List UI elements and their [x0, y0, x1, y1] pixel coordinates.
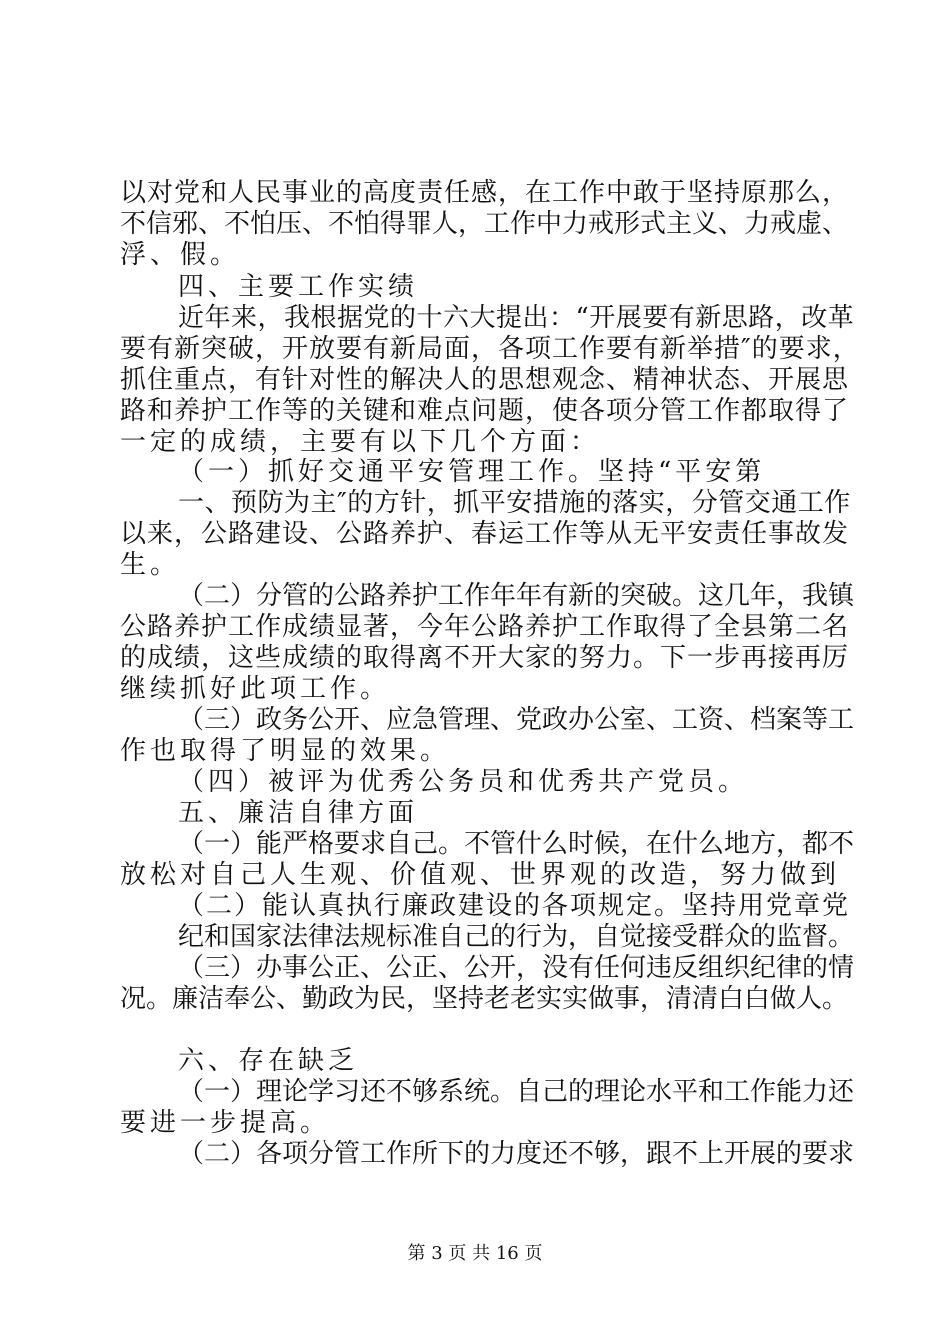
body-line: 不信邪、不怕压、不怕得罪人，工作中力戒形式主义、力戒虚、	[120, 209, 849, 239]
body-line: 作也取得了明显的效果。	[120, 736, 451, 766]
page-number-footer: 第 3 页 共 16 页	[407, 1243, 543, 1264]
body-line: 要有新突破，开放要有新局面，各项工作要有新举措″的要求，	[120, 334, 860, 364]
body-line: （二）各项分管工作所下的力度还不够，跟不上开展的要求	[178, 1139, 855, 1169]
body-line: 况。廉洁奉公、勤政为民，坚持老老实实做事，清清白白做人。	[120, 984, 849, 1014]
body-line: 继续抓好此项工作。	[120, 674, 391, 704]
body-line: （一）抓好交通平安管理工作。坚持“平安第	[178, 457, 766, 487]
body-line: 的成绩，这些成绩的取得离不开大家的努力。下一步再接再厉	[120, 643, 850, 673]
body-line: 以来，公路建设、公路养护、春运工作等从无平安责任事故发	[120, 519, 850, 549]
body-line: 生。	[120, 550, 181, 580]
body-line: 浮、假。	[120, 240, 241, 270]
body-line: 路和养护工作等的关键和难点问题，使各项分管工作都取得了	[120, 396, 850, 426]
body-line: 近年来，我根据党的十六大提出：“开展要有新思路，改革	[178, 303, 855, 333]
body-line: 以对党和人民事业的高度责任感，在工作中敢于坚持原那么，	[120, 178, 850, 208]
body-line: 公路养护工作成绩显著，今年公路养护工作取得了全县第二名	[120, 612, 850, 642]
section-heading: 六、存在缺乏	[178, 1046, 359, 1076]
body-line: （二）分管的公路养护工作年年有新的突破。这几年，我镇	[178, 581, 855, 611]
body-line: （二）能认真执行廉政建设的各项规定。坚持用党章党	[178, 891, 851, 921]
body-line: （一）理论学习还不够系统。自己的理论水平和工作能力还	[178, 1077, 855, 1107]
section-heading: 五、廉洁自律方面	[178, 798, 419, 828]
body-line: （三）政务公开、应急管理、党政办公室、工资、档案等工	[178, 705, 855, 735]
body-line: 一定的成绩，主要有以下几个方面：	[120, 427, 601, 457]
body-line: 放松对自己人生观、价值观、世界观的改造，努力做到	[120, 860, 841, 890]
body-line: 要进一步提高。	[120, 1108, 331, 1138]
body-line: 一、预防为主″的方针，抓平安措施的落实，分管交通工作	[178, 488, 851, 518]
body-line: 抓住重点，有针对性的解决人的思想观念、精神状态、开展思	[120, 365, 850, 395]
body-line: （一）能严格要求自己。不管什么时候，在什么地方，都不	[178, 829, 855, 859]
section-heading: 四、主要工作实绩	[178, 272, 419, 302]
body-line: （四）被评为优秀公务员和优秀共产党员。	[178, 767, 749, 797]
body-line: （三）办事公正、公正、公开，没有任何违反组织纪律的情	[178, 953, 855, 983]
body-line: 纪和国家法律法规标准自己的行为，自觉接受群众的监督。	[178, 922, 855, 952]
